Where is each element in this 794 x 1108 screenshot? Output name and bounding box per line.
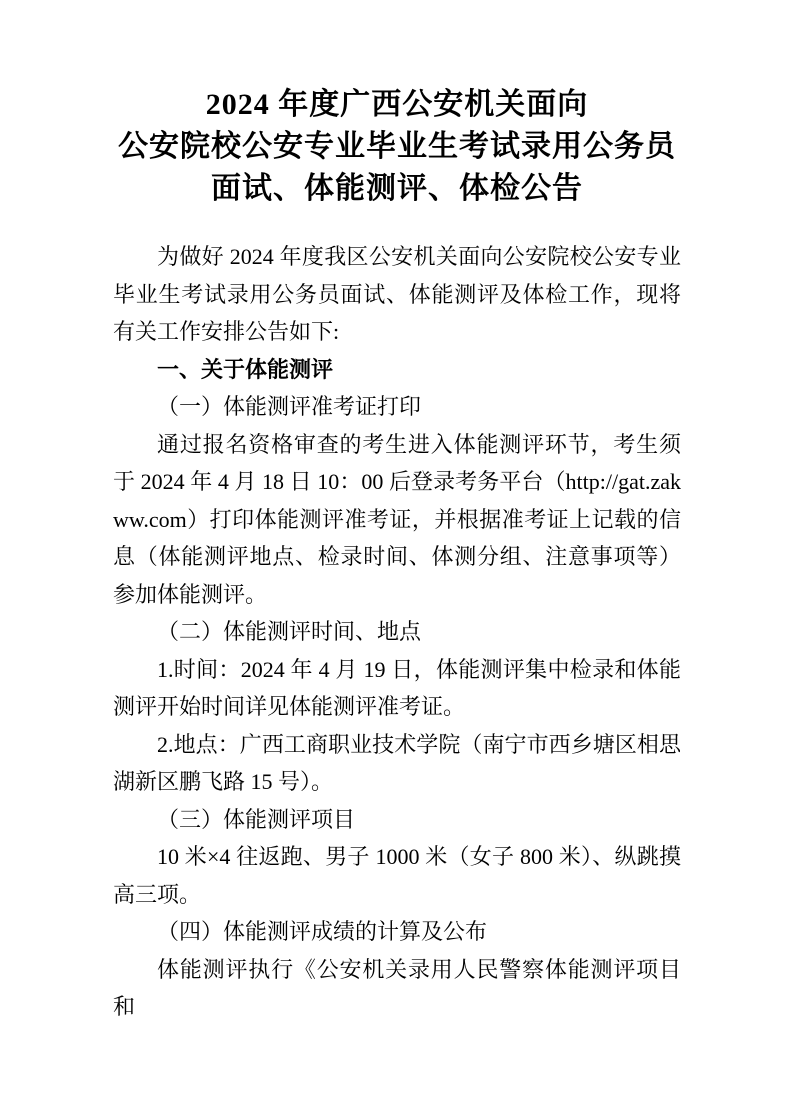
title-line-2: 公安院校公安专业毕业生考试录用公务员 bbox=[118, 130, 676, 163]
section-heading-physical-test: 一、关于体能测评 bbox=[157, 356, 334, 382]
paragraph-test-items: 10 米×4 往返跑、男子 1000 米（女子 800 米）、纵跳摸高三项。 bbox=[113, 844, 681, 907]
title-line-3: 面试、体能测评、体检公告 bbox=[211, 172, 583, 205]
subsection-heading-test-results: （四）体能测评成绩的计算及公布 bbox=[157, 919, 488, 944]
subsection-heading-time-place: （二）体能测评时间、地点 bbox=[157, 619, 422, 644]
title-line-1: 2024 年度广西公安机关面向 bbox=[205, 88, 589, 121]
document-body bbox=[113, 238, 681, 1026]
paragraph-intro: 为做好 2024 年度我区公安机关面向公安院校公安专业毕业生考试录用公务员面试、体能测评及体检工作，现将有关工作安排公告如下: bbox=[113, 244, 681, 344]
subsection-heading-ticket-print: （一）体能测评准考证打印 bbox=[157, 394, 422, 419]
subsection-heading-test-items: （三）体能测评项目 bbox=[157, 806, 356, 832]
paragraph-test-time: 1.时间：2024 年 4 月 19 日，体能测评集中检录和体能测评开始时间详见体能测评准考证。 bbox=[113, 656, 681, 719]
paragraph-test-results: 体能测评执行《公安机关录用人民警察体能测评项目和 bbox=[113, 956, 681, 1019]
paragraph-test-place: 2.地点：广西工商职业技术学院（南宁市西乡塘区相思湖新区鹏飞路 15 号）。 bbox=[113, 731, 681, 794]
paragraph-ticket-print: 通过报名资格审查的考生进入体能测评环节，考生须于 2024 年 4 月 18 日 10：00 后登录考务平台（http://gat.zakww.com）打印体能测评准考证，并根据准考证上记载的信息（体能测评地点、检录时间、体测分组、注意事项等）参加体能测评。 bbox=[113, 431, 681, 607]
document-title bbox=[113, 84, 681, 210]
